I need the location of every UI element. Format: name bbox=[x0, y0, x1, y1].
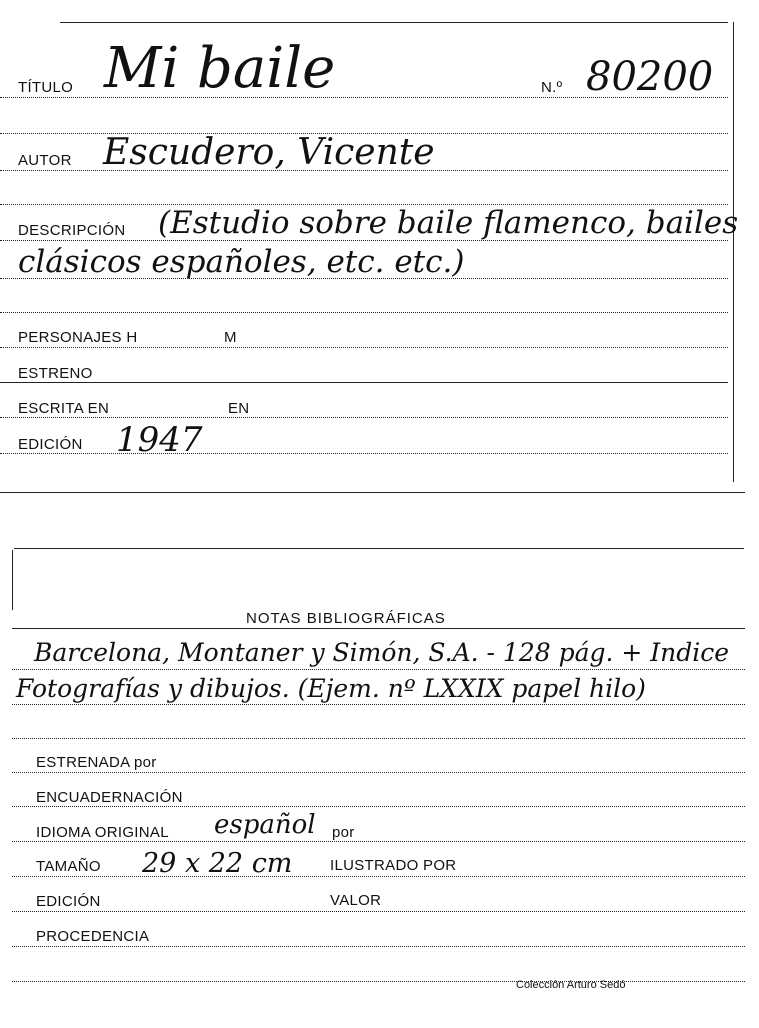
label-descripcion: DESCRIPCIÓN bbox=[18, 222, 126, 239]
card2-top-edge bbox=[14, 548, 744, 549]
label-en: EN bbox=[228, 400, 250, 417]
rule-blank-4 bbox=[12, 738, 745, 739]
label-ilustrado-por: ILUSTRADO POR bbox=[330, 857, 457, 874]
value-edicion: 1947 bbox=[116, 420, 203, 460]
notes-line-1: Barcelona, Montaner y Simón, S.A. - 128 pág. + Indice bbox=[34, 638, 730, 667]
value-tamano: 29 x 22 cm bbox=[142, 848, 293, 879]
label-personajes: PERSONAJES H bbox=[18, 329, 138, 346]
label-idioma-original: IDIOMA ORIGINAL bbox=[36, 824, 169, 841]
label-escrita-en: ESCRITA EN bbox=[18, 400, 110, 417]
label-m: M bbox=[224, 329, 237, 346]
label-edicion-bottom: EDICIÓN bbox=[36, 893, 101, 910]
value-titulo: Mi baile bbox=[104, 36, 336, 101]
label-procedencia: PROCEDENCIA bbox=[36, 928, 150, 945]
collection-footer: Colección Arturo Sedó bbox=[516, 979, 626, 991]
value-numero: 80200 bbox=[586, 54, 714, 100]
value-descripcion-line1: (Estudio sobre baile flamenco, bailes bbox=[158, 205, 739, 241]
notes-line-2: Fotografías y dibujos. (Ejem. nº LXXIX papel hilo) bbox=[16, 674, 646, 703]
label-valor: VALOR bbox=[330, 892, 382, 909]
label-por: por bbox=[332, 824, 355, 841]
label-autor: AUTOR bbox=[18, 152, 72, 169]
label-encuadernacion: ENCUADERNACIÓN bbox=[36, 789, 183, 806]
label-estreno: ESTRENO bbox=[18, 365, 93, 382]
value-autor: Escudero, Vicente bbox=[103, 132, 435, 173]
label-estrenada-por: ESTRENADA por bbox=[36, 754, 157, 771]
label-titulo: TÍTULO bbox=[18, 79, 74, 96]
rule-footer bbox=[12, 981, 745, 982]
label-numero: N.º bbox=[541, 79, 563, 96]
value-descripcion-line2: clásicos españoles, etc. etc.) bbox=[18, 244, 465, 280]
label-edicion: EDICIÓN bbox=[18, 436, 83, 453]
rule-idioma bbox=[12, 841, 745, 842]
rule-notes-heading bbox=[12, 628, 745, 629]
rule-edicion-valor bbox=[12, 911, 745, 912]
label-tamano: TAMAÑO bbox=[36, 858, 101, 875]
notes-heading: NOTAS BIBLIOGRÁFICAS bbox=[246, 610, 446, 627]
card2-left-edge bbox=[12, 550, 13, 610]
rule-encuadernacion bbox=[12, 806, 745, 807]
rule-notes-2 bbox=[12, 704, 745, 705]
rule-notes-1 bbox=[12, 669, 745, 670]
rule-tamano bbox=[12, 876, 745, 877]
rule-procedencia bbox=[12, 946, 745, 947]
rule-estrenada bbox=[12, 772, 745, 773]
value-idioma-original: español bbox=[214, 810, 316, 840]
